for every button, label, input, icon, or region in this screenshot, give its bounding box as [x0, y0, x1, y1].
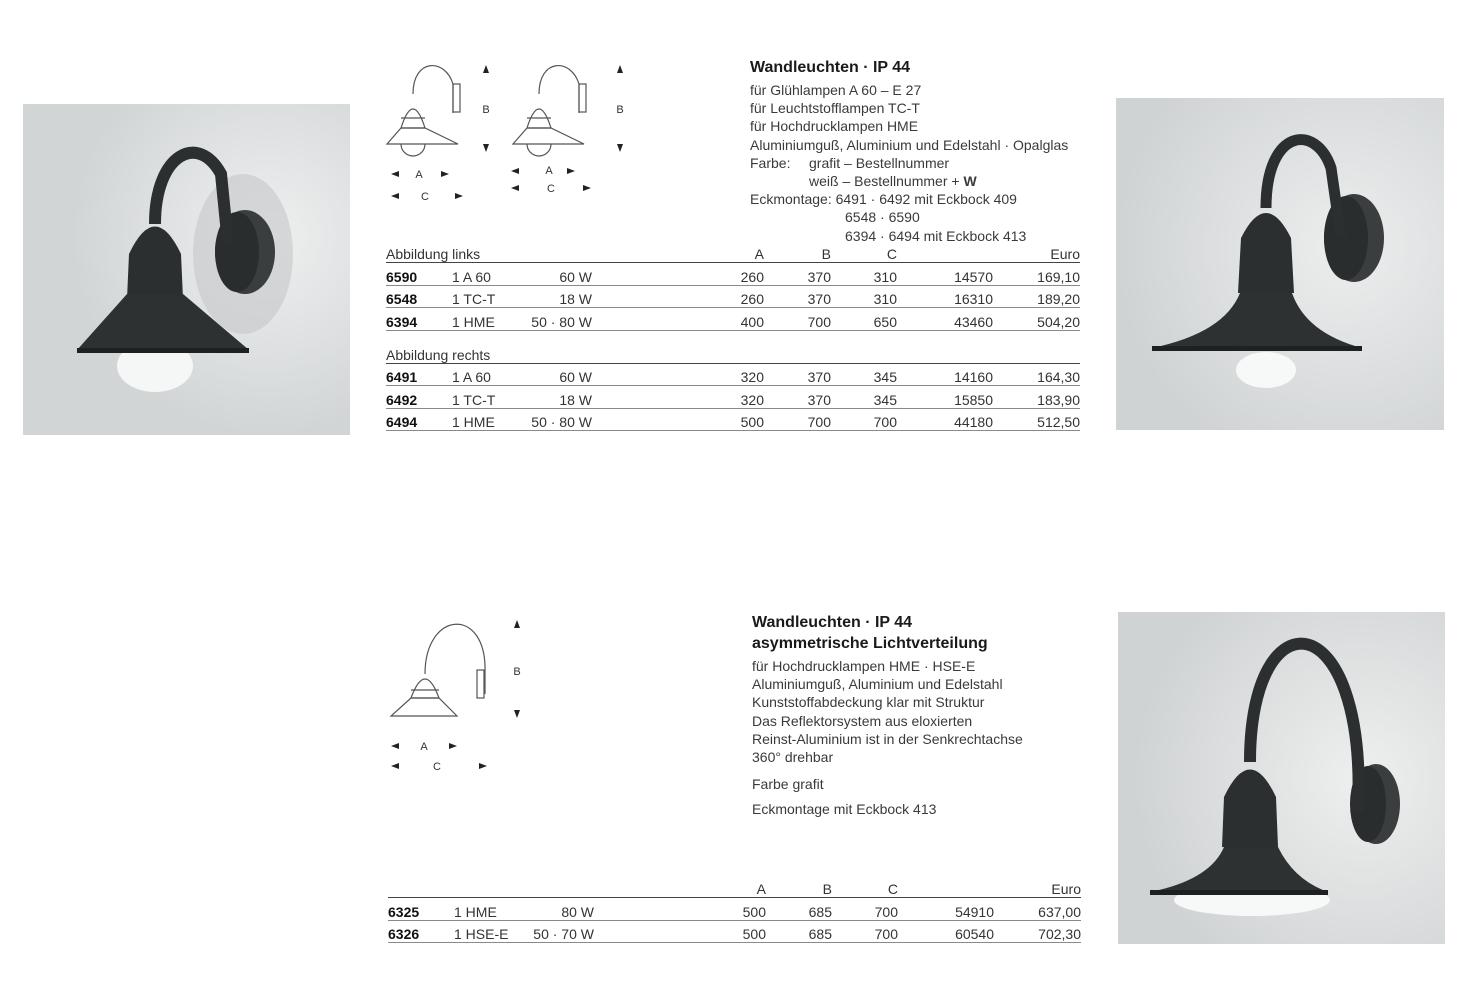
farbe-note: Farbe grafit [752, 776, 824, 792]
lamp-type: 1 HME [452, 308, 522, 331]
article-number: 6590 [386, 263, 452, 286]
col-euro: Euro [993, 244, 1080, 263]
lamp-type: 1 A 60 [452, 363, 522, 386]
dim-a: 320 [592, 386, 764, 409]
col-b: B [764, 244, 831, 263]
wall-lamp-illustration [23, 104, 350, 435]
price: 164,30 [993, 363, 1080, 386]
dim-label-c: C [421, 191, 429, 203]
dim-c: 650 [831, 308, 897, 331]
wall-lamp-illustration [1116, 98, 1444, 430]
order-code: 60540 [898, 920, 994, 943]
lamp-type: 1 HSE-E [454, 920, 520, 943]
order-code: 43460 [897, 308, 993, 331]
spec-line: Reinst-Aluminium ist in der Senkrechtachse [752, 730, 1023, 747]
wattage: 80 W [520, 898, 594, 921]
dim-a: 500 [594, 920, 766, 943]
section-2-description [752, 657, 1023, 766]
article-number: 6492 [386, 386, 452, 409]
dimension-diagram-2 [385, 612, 535, 777]
spec-line: 360° drehbar [752, 748, 834, 765]
order-code: 14570 [897, 263, 993, 286]
col-a: A [594, 879, 766, 898]
lamp-type: 1 TC-T [452, 386, 522, 409]
article-number: 6394 [386, 308, 452, 331]
farbe-label: Farbe: [750, 154, 791, 171]
spec-line: Kunststoffabdeckung klar mit Struktur [752, 694, 985, 711]
price: 183,90 [993, 386, 1080, 409]
dim-a: 500 [592, 408, 764, 431]
farbe-grafit: grafit – Bestellnummer [809, 154, 950, 171]
spec-line: für Leuchtstofflampen TC-T [750, 100, 920, 117]
section-2-title: Wandleuchten · IP 44 [752, 614, 913, 631]
wattage: 60 W [522, 363, 592, 386]
price: 702,30 [994, 920, 1081, 943]
table-row [388, 898, 1081, 921]
col-c: C [831, 244, 897, 263]
table-row [386, 386, 1080, 409]
dim-c: 700 [832, 920, 898, 943]
spec-line: Das Reflektorsystem aus eloxierten [752, 712, 973, 729]
article-number: 6491 [386, 363, 452, 386]
dim-label-a: A [415, 169, 423, 181]
dim-b: 370 [764, 386, 831, 409]
table-row [386, 408, 1080, 431]
section-1-description [750, 81, 1068, 245]
dim-a: 320 [592, 363, 764, 386]
eckmontage-3: 6394 · 6494 mit Eckbock 413 [845, 227, 1027, 244]
wattage: 18 W [522, 386, 592, 409]
farbe-weiss-suffix: W [963, 172, 977, 189]
dim-b: 370 [764, 363, 831, 386]
eckmontage-2: 6548 · 6590 [845, 209, 920, 226]
dim-c: 345 [831, 386, 897, 409]
dim-c: 310 [831, 285, 897, 308]
dim-label-c: C [433, 761, 441, 773]
dim-c: 310 [831, 263, 897, 286]
dim-label-b: B [482, 104, 490, 116]
wall-lamp-illustration [1118, 612, 1445, 944]
article-number: 6326 [388, 920, 454, 943]
wattage: 18 W [522, 285, 592, 308]
dim-label-c: C [547, 183, 555, 195]
table-header [386, 244, 1080, 263]
dim-label-b: B [513, 666, 521, 678]
order-code: 44180 [897, 408, 993, 431]
spec-line: für Hochdrucklampen HME [750, 118, 919, 135]
dim-b: 700 [764, 408, 831, 431]
price: 504,20 [993, 308, 1080, 331]
article-number: 6548 [386, 285, 452, 308]
dim-b: 370 [764, 263, 831, 286]
product-photo-right [1116, 98, 1444, 430]
col-a: A [592, 244, 764, 263]
spec-line: Aluminiumguß, Aluminium und Edelstahl · Opalglas [750, 136, 1069, 153]
product-table-2 [388, 879, 1081, 943]
lamp-type: 1 HME [454, 898, 520, 921]
farbe-weiss: weiß – Bestellnummer + [809, 172, 960, 189]
price: 169,10 [993, 263, 1080, 286]
price: 189,20 [993, 285, 1080, 308]
section-2-subtitle: asymmetrische Lichtverteilung [752, 635, 988, 652]
order-code: 14160 [897, 363, 993, 386]
table-group-header [386, 330, 1080, 363]
table-header [388, 879, 1081, 898]
table-row [386, 285, 1080, 308]
price: 512,50 [993, 408, 1080, 431]
order-code: 54910 [898, 898, 994, 921]
dim-b: 370 [764, 285, 831, 308]
col-b: B [766, 879, 832, 898]
product-table-1 [386, 244, 1080, 431]
product-photo-left [23, 104, 350, 435]
article-number: 6494 [386, 408, 452, 431]
dim-c: 345 [831, 363, 897, 386]
group-label-right: Abbildung rechts [386, 330, 1080, 363]
dim-b: 700 [764, 308, 831, 331]
table-row [386, 308, 1080, 331]
wattage: 50 · 80 W [522, 308, 592, 331]
table-row [386, 363, 1080, 386]
wattage: 50 · 70 W [520, 920, 594, 943]
dim-c: 700 [832, 898, 898, 921]
dim-a: 260 [592, 285, 764, 308]
wattage: 50 · 80 W [522, 408, 592, 431]
table-row [388, 920, 1081, 943]
eckmontage-1: 6491 · 6492 mit Eckbock 409 [835, 191, 1017, 208]
dim-a: 400 [592, 308, 764, 331]
group-label-left: Abbildung links [386, 244, 592, 263]
price: 637,00 [994, 898, 1081, 921]
order-code: 15850 [897, 386, 993, 409]
section-2-heading [752, 612, 988, 654]
eckmontage-label: Eckmontage: [750, 191, 832, 208]
dimension-diagram-1 [383, 58, 643, 208]
dim-label-a: A [545, 165, 553, 177]
spec-line: für Hochdrucklampen HME · HSE-E [752, 658, 976, 674]
dim-b: 685 [766, 920, 832, 943]
dim-label-a: A [420, 741, 428, 753]
table-row [386, 263, 1080, 286]
order-code: 16310 [897, 285, 993, 308]
eckmontage-note: Eckmontage mit Eckbock 413 [752, 801, 937, 817]
wattage: 60 W [522, 263, 592, 286]
section-1-heading: Wandleuchten · IP 44 [750, 59, 911, 76]
spec-line: Aluminiumguß, Aluminium und Edelstahl [752, 676, 1003, 693]
article-number: 6325 [388, 898, 454, 921]
lamp-type: 1 TC-T [452, 285, 522, 308]
dim-a: 500 [594, 898, 766, 921]
dim-a: 260 [592, 263, 764, 286]
col-c: C [832, 879, 898, 898]
dim-label-b: B [616, 104, 624, 116]
product-photo-bottom [1118, 612, 1445, 944]
lamp-type: 1 A 60 [452, 263, 522, 286]
dim-c: 700 [831, 408, 897, 431]
lamp-type: 1 HME [452, 408, 522, 431]
col-euro: Euro [994, 879, 1081, 898]
dim-b: 685 [766, 898, 832, 921]
spec-line: für Glühlampen A 60 – E 27 [750, 82, 922, 98]
